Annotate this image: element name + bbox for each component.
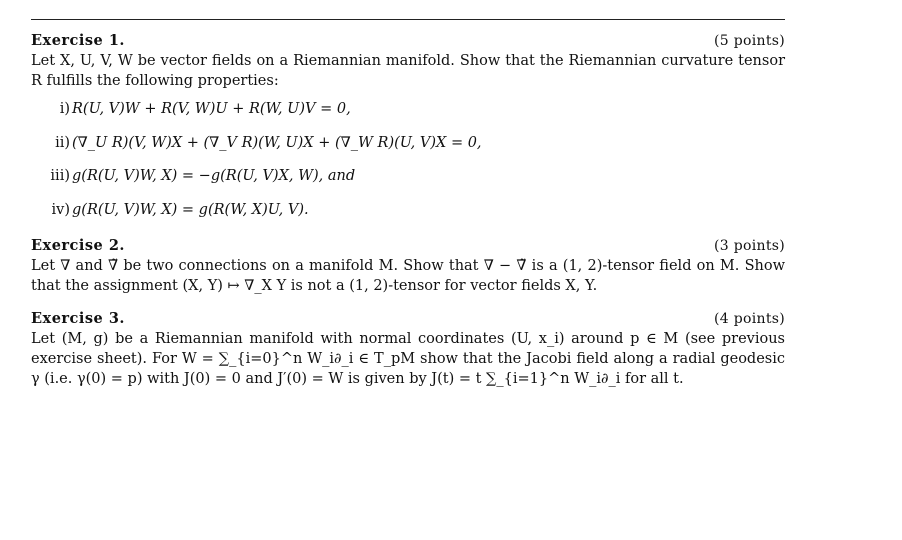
exercise-2-header [31, 236, 785, 256]
exercise-1-intro: Let X, U, V, W be vector fields on a Riemannian manifold. Show that the Riemannian curvature tensor R fulfills the following properties: [31, 53, 785, 89]
exercise-2-text: Let ∇ and ∇̃ be two connections on a manifold M. Show that ∇ − ∇̃ is a (1, 2)-tensor field on M. Show that the assignment (X, Y) ↦ ∇_X Y is not a (1, 2)-tensor for vector fields X, Y. [31, 258, 785, 294]
property-item [31, 166, 785, 200]
exercise-1-header [31, 31, 785, 51]
exercise-2 [31, 236, 785, 296]
exercise-2-title: Exercise 2. [31, 237, 125, 254]
exercise-1-points: (5 points) [714, 33, 785, 49]
property-item [31, 200, 785, 234]
exercise-1-title: Exercise 1. [31, 32, 125, 49]
property-formula: g(R(U, V)W, X) = g(R(W, X)U, V). [72, 201, 309, 218]
top-rule [31, 19, 785, 20]
exercise-1-items [31, 99, 785, 233]
property-label: iv) [51, 201, 70, 218]
property-item [31, 133, 785, 167]
property-formula: R(U, V)W + R(V, W)U + R(W, U)V = 0, [72, 101, 351, 117]
property-formula: g(R(U, V)W, X) = −g(R(U, V)X, W), and [72, 168, 356, 184]
property-formula: (∇_U R)(V, W)X + (∇_V R)(W, U)X + (∇_W R)(U, V)X = 0, [72, 134, 482, 151]
property-label: iii) [50, 168, 70, 184]
exercise-2-points: (3 points) [714, 238, 785, 254]
exercise-3-points: (4 points) [714, 311, 785, 327]
exercise-3-header [31, 309, 785, 329]
property-label: ii) [55, 134, 70, 151]
exercise-3 [31, 309, 785, 389]
property-item [31, 99, 785, 133]
exercise-3-title: Exercise 3. [31, 310, 125, 327]
exercise-1 [31, 31, 785, 233]
property-label: i) [59, 101, 70, 117]
exercise-3-text: Let (M, g) be a Riemannian manifold with normal coordinates (U, x_i) around p ∈ M (see previous exercise sheet). For W = ∑_{i=0}^n W_i∂_i ∈ T_pM show that the Jacobi field along a radial geodesic γ (i.e. γ(0) = p) with J(0) = 0 and J′(0) = W is given by J(t) = t ∑_{i=1}^n W_i∂_i for all t. [31, 331, 785, 387]
